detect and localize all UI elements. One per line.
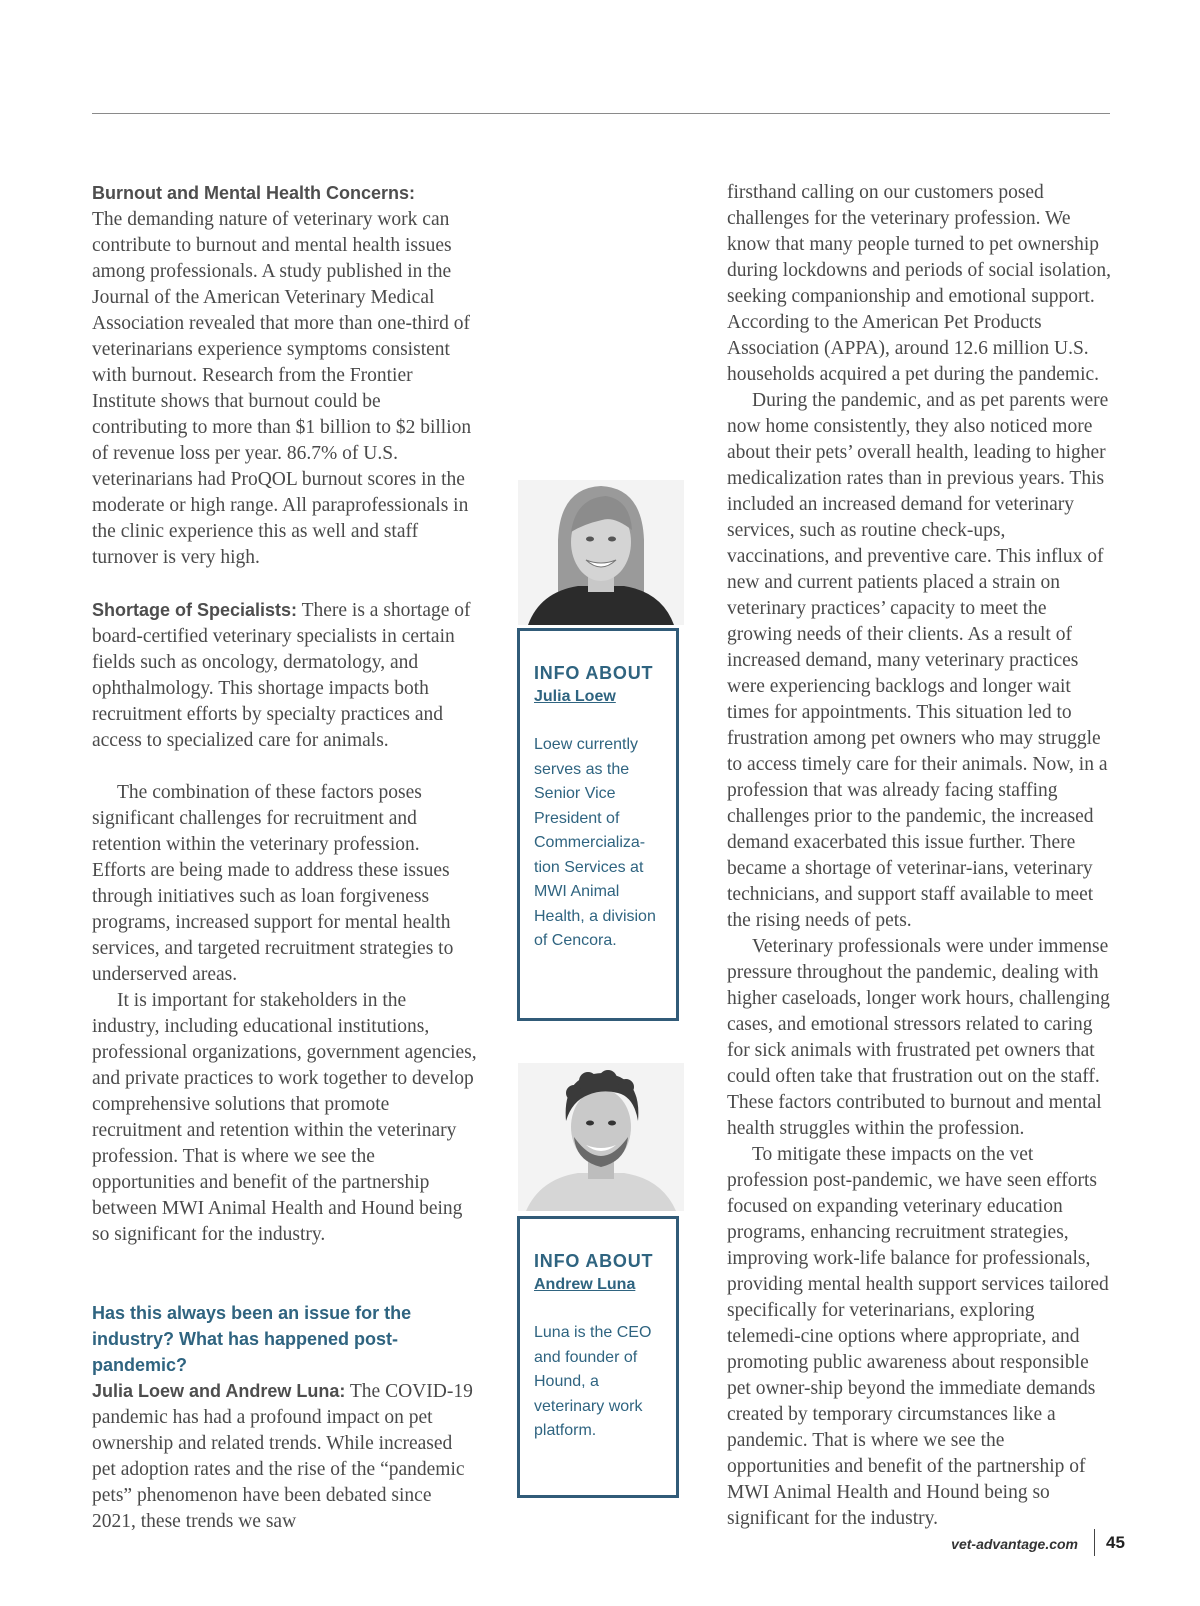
right-paragraph-3: Veterinary professionals were under immense pressure throughout the pandemic, dealing with higher caseloads, longer work hours, challenging cases, and emotional stressors related to caring for sick animals with frustrated pet owners that could often take that frustration out on the staff. These factors contributed to burnout and mental health struggles within the profession.: [727, 936, 1110, 1139]
stakeholders-paragraph: It is important for stakeholders in the industry, including educational institutions, professional organizations, government agencies, and private practices to work together to develop comprehensive solutions that promote recruitment and retention within the veterinary profession. That is where we see the opportunities and benefit of the partnership between MWI Animal Health and Hound being so significant for the industry.: [92, 990, 477, 1245]
burnout-heading: Burnout and Mental Health Concerns:: [92, 183, 416, 203]
shortage-heading: Shortage of Specialists:: [92, 600, 298, 620]
right-paragraph-2: During the pandemic, and as pet parents were now home consistently, they also noticed more about their pets’ overall health, leading to higher medicalization rates than in previous years. This included an increased demand for veterinary services, such as routine check-ups, vaccinations, and preventive care. This influx of new and current patients placed a strain on veterinary practices’ capacity to meet the growing needs of their clients. As a result of increased demand, many veterinary practices were experiencing backlogs and longer wait times for appointments. This situation led to frustration among pet owners who may struggle to access timely care for their animals. Now, in a profession that was already facing staffing challenges prior to the pandemic, the increased demand exacerbated this issue further. There became a shortage of veterinar-ians, veterinary technicians, and support staff available to meet the rising needs of pets.: [727, 390, 1109, 931]
right-paragraph-1: firsthand calling on our customers posed challenges for the veterinary profession. We know that many people turned to pet ownership during lockdowns and periods of social isolation, seeking companionship and emotional support. According to the American Pet Products Association (APPA), around 12.6 million U.S. households acquired a pet during the pandemic.: [727, 182, 1111, 385]
shortage-text: There is a shortage of board-certified veterinary specialists in certain fields such as oncology, dermatology, and ophthalmology. This shortage impacts both recruitment efforts by specialty practices and access to specialized care for animals.: [92, 600, 471, 751]
info-box-andrew-luna: [517, 1216, 679, 1498]
footer-divider: [1094, 1529, 1095, 1556]
right-paragraph-4: To mitigate these impacts on the vet profession post-pandemic, we have seen efforts focused on expanding veterinary education programs, enhancing recruitment strategies, improving work-life balance for professionals, providing mental health support services tailored specifically for veterinarians, exploring telemedi-cine options where appropriate, and promoting public awareness about responsible pet owner-ship beyond the immediate demands created by temporary circumstances like a pandemic. That is where we see the opportunities and benefit of the partnership of MWI Animal Health and Hound being so significant for the industry.: [727, 1144, 1109, 1529]
burnout-section: [92, 180, 477, 571]
info-box-title: INFO ABOUT: [534, 663, 654, 683]
right-column: [727, 180, 1112, 1532]
burnout-text: The demanding nature of veterinary work can contribute to burnout and mental health issues among professionals. A study published in the Journal of the American Veterinary Medical Association revealed that more than one-third of veterinarians experience symptoms consistent with burnout. Research from the Frontier Institute shows that burnout could be contributing to more than $1 billion to $2 billion of revenue loss per year. 86.7% of U.S. veterinarians had ProQOL burnout scores in the moderate or high range. All paraprofessionals in the clinic experience this as well and staff turnover is very high.: [92, 209, 472, 568]
answer-speakers: Julia Loew and Andrew Luna:: [92, 1381, 346, 1401]
info-box-name-link[interactable]: Andrew Luna: [534, 1276, 636, 1293]
info-box-bio: Luna is the CEO and founder of Hound, a veterinary work platform.: [534, 1324, 652, 1439]
page-number: 45: [1106, 1533, 1125, 1552]
left-column: [92, 180, 477, 1535]
info-box-julia-loew: [517, 628, 679, 1021]
footer-website-link[interactable]: vet-advantage.com: [951, 1536, 1078, 1552]
answer-paragraph: [92, 1378, 477, 1535]
shortage-section: [92, 597, 477, 754]
combination-paragraph: The combination of these factors poses significant challenges for recruitment and retention within the veterinary profession. Efforts are being made to address these issues through initiatives such as loan forgiveness programs, increased support for mental health services, and targeted recruitment strategies to underserved areas.: [92, 782, 454, 985]
question-heading: Has this always been an issue for the industry? What has happened post-pandemic?: [92, 1303, 412, 1375]
julia-loew-photo: [518, 480, 684, 625]
info-box-title: INFO ABOUT: [534, 1251, 654, 1271]
andrew-luna-photo: [518, 1063, 684, 1211]
info-box-bio: Loew currently serves as the Senior Vice President of Commercializa-tion Services at MWI Animal Health, a division of Cencora.: [534, 736, 656, 949]
top-divider: [92, 113, 1110, 114]
answer-text: The COVID-19 pandemic has had a profound impact on pet ownership and related trends. While increased pet adoption rates and the rise of the “pandemic pets” phenomenon have been debated since 2021, these trends we saw: [92, 1381, 473, 1532]
info-box-name-link[interactable]: Julia Loew: [534, 688, 616, 705]
